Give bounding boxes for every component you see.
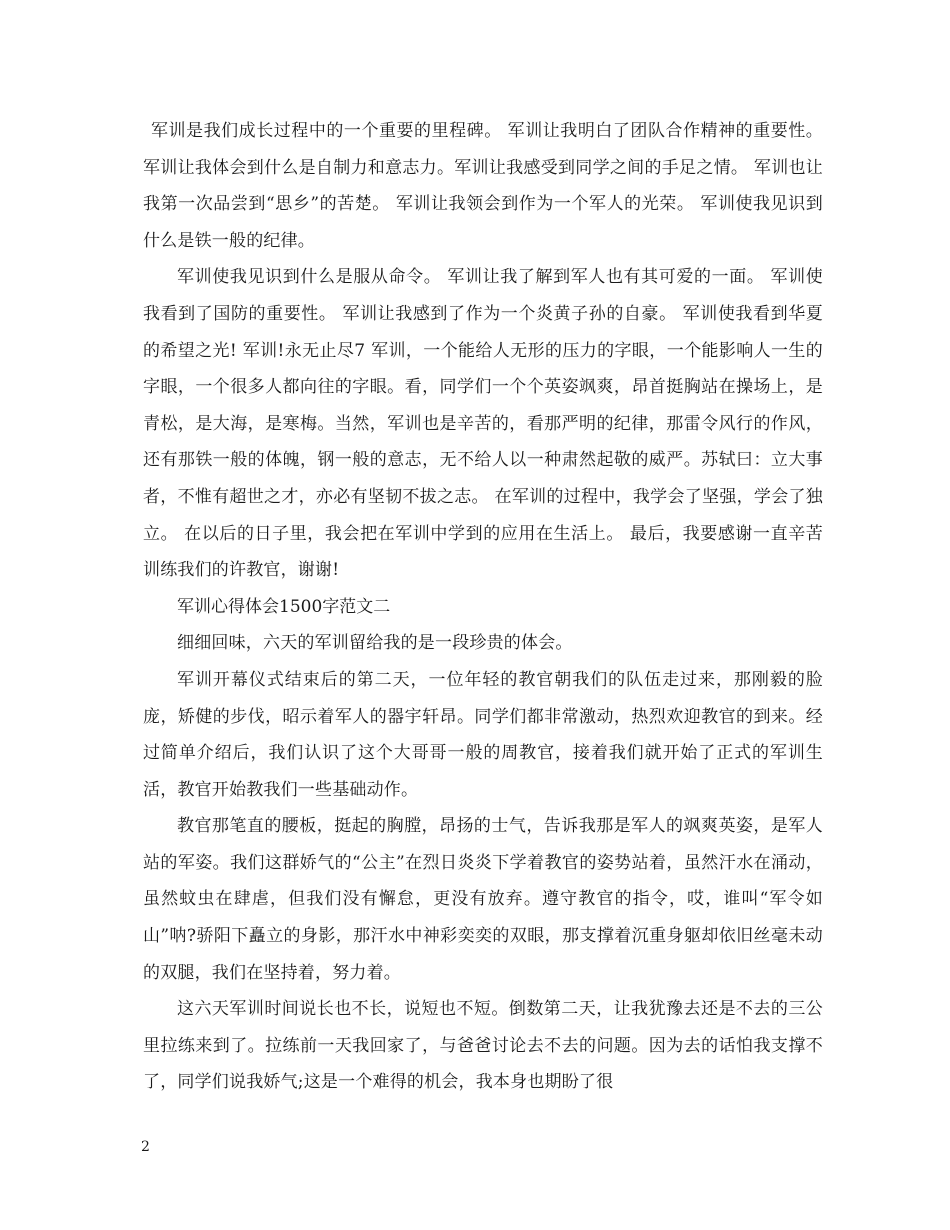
- paragraph-1: 军训是我们成长过程中的一个重要的里程碑。 军训让我明白了团队合作精神的重要性。 军训让我体会到什么是自制力和意志力。军训让我感受到同学之间的手足之情。 军训也让我第一次品尝到“思乡”的苦楚。 军训让我领会到作为一个军人的光荣。 军训使我见识到什么是铁一般的纪律。: [143, 121, 823, 251]
- paragraph-5: 教官那笔直的腰板，挺起的胸膛，昂扬的士气，告诉我那是军人的飒爽英姿，是军人站的军姿。我们这群娇气的“公主”在烈日炎炎下学着教官的姿势站着，虽然汗水在涌动，虽然蚊虫在肆虐，但我们没有懈怠，更没有放弃。遵守教官的指令，哎，谁叫“军令如山”呐?骄阳下矗立的身影，那汗水中神彩奕奕的双眼，那支撑着沉重身躯却依旧丝毫未动的双腿，我们在坚持着，努力着。: [143, 816, 823, 983]
- document-body: [143, 113, 823, 1101]
- page-number: 2: [141, 1139, 150, 1155]
- paragraph-6: 这六天军训时间说长也不长，说短也不短。倒数第二天，让我犹豫去还是不去的三公里拉练来到了。拉练前一天我回家了，与爸爸讨论去不去的问题。因为去的话怕我支撑不了，同学们说我娇气;这是一个难得的机会，我本身也期盼了很: [143, 999, 823, 1093]
- section-heading: 军训心得体会1500字范文二: [177, 596, 391, 617]
- paragraph-4: 军训开幕仪式结束后的第二天，一位年轻的教官朝我们的队伍走过来，那刚毅的脸庞，矫健的步伐，昭示着军人的器宇轩昂。同学们都非常激动，热烈欢迎教官的到来。经过简单介绍后，我们认识了这个大哥哥一般的周教官，接着我们就开始了正式的军训生活，教官开始教我们一些基础动作。: [143, 669, 823, 800]
- paragraph-2: 军训使我见识到什么是服从命令。 军训让我了解到军人也有其可爱的一面。 军训使我看到了国防的重要性。 军训让我感到了作为一个炎黄子孙的自豪。 军训使我看到华夏的希望之光! 军训!永无止尽7 军训，一个能给人无形的压力的字眼，一个能影响人一生的字眼，一个很多人都向往的字眼。看，同学们一个个英姿飒爽，昂首挺胸站在操场上，是青松，是大海，是寒梅。当然，军训也是辛苦的，看那严明的纪律，那雷令风行的作风，还有那铁一般的体魄，钢一般的意志，无不给人以一种肃然起敬的威严。苏轼曰：立大事者，不惟有超世之才，亦必有坚韧不拔之志。 在军训的过程中，我学会了坚强，学会了独立。 在以后的日子里，我会把在军训中学到的应用在生活上。 最后，我要感谢一直辛苦训练我们的许教官，谢谢!: [143, 267, 823, 581]
- paragraph-3: 细细回味，六天的军训留给我的是一段珍贵的体会。: [177, 633, 573, 654]
